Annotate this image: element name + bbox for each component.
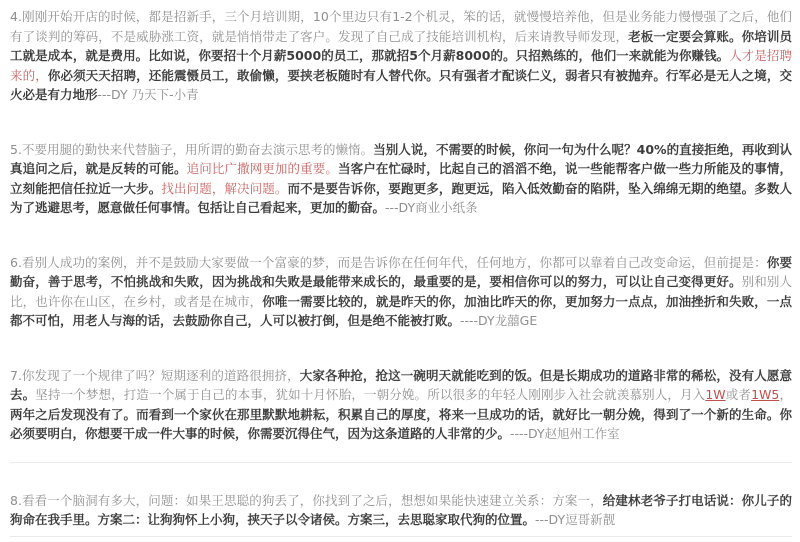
text-segment: ---DY逗哥新靓 bbox=[535, 512, 616, 527]
text-segment: ----DY赵旭州工作室 bbox=[510, 426, 620, 441]
text-segment: 你要勤奋，善于思考，不怕挑战和失败，因为挑战和失败是最能带来成长的，最重要的是，要相信你可以的努力，可以让自己变得更好。 bbox=[10, 254, 792, 289]
text-segment: 你必须天天招聘，还能震慑员工，敢偷懒，要挟老板随时有人替代你。只有强者才配谈仁义，弱者只有被抛弃。行军必是无人之境，交火必是有力地形 bbox=[10, 67, 792, 102]
text-segment: ----DY龙囍GE bbox=[460, 313, 538, 328]
highlighted-keyword-link[interactable]: 1W5 bbox=[751, 387, 780, 402]
text-segment: 别和别人比，也许你在山区，在乡村，或者是在城市， bbox=[10, 274, 792, 309]
text-segment: 7.你发现了一个规律了吗？短期逐利的道路很拥挤， bbox=[10, 367, 300, 383]
quote-item-7 bbox=[10, 366, 792, 444]
text-segment: 两年之后发现没有了。而看到一个家伙在那里默默地耕耘，积累自己的厚度，将来一旦成功的话，就好比一朝分娩，得到了一个新的生命。你必须要明白，你想要干成一件大事的时候，你需要沉得住气，因为这条道路的人非常的少。 bbox=[10, 406, 792, 441]
text-segment: 8.看看一个脑洞有多大，问题：如果王思聪的狗丢了，你找到了之后，想想如果能快速建立关系：方案一， bbox=[10, 492, 603, 508]
text-segment: 找出问题，解决问题。 bbox=[161, 180, 288, 196]
text-segment: 4.刚刚开始开店的时候，都是招新手，三个月培训期，10个里边只有1-2个机灵，笨的话，就慢慢培养他，但是业务能力慢慢强了之后，他们有了谈判的筹码，不是威胁涨工资，就是悄悄带走了客户。发现了自己成了技能培训机构，后来请教导师发现， bbox=[10, 9, 792, 44]
text-segment: 老板一定要会算账。你培训员工就是成本，就是费用。比如说，你要招十个月薪5000的员工，那就招5个月薪8000的。只招熟练的，他们一来就能为你赚钱。 bbox=[10, 28, 792, 63]
quote-item-4 bbox=[10, 7, 792, 105]
text-segment: 你唯一需要比较的，就是昨天的你，加油比昨天的你，更加努力一点点，加油挫折和失败，一点都不可怕，用老人与海的话，去鼓励你自己，人可以被打倒，但是绝不能被打败。 bbox=[10, 293, 792, 328]
text-segment: 追问比广撒网更加的重要。 bbox=[186, 161, 338, 176]
text-segment: ， bbox=[779, 387, 792, 402]
text-segment: ---DY商业小纸条 bbox=[385, 200, 478, 215]
highlighted-keyword-link[interactable]: 1W bbox=[705, 387, 726, 402]
text-segment: 大家各种抢，抢这一碗明天就能吃到的饭。但是长期成功的道路非常的稀松，没有人愿意去。 bbox=[10, 367, 792, 402]
text-segment: 给建林老爷子打电话说：你儿子的狗命在我手里。方案二：让狗狗怀上小狗，挟天子以令诸侯。方案三，去思聪家取代狗的位置。 bbox=[10, 492, 792, 527]
text-segment: 6.看别人成功的案例，并不是鼓励大家要做一个富豪的梦，而是告诉你在任何年代，任何地方，你都可以靠着自己改变命运，但前提是： bbox=[10, 254, 767, 270]
text-segment: ---DY 乃天下-小青 bbox=[97, 87, 199, 102]
section-divider bbox=[10, 462, 792, 463]
text-segment: 而不是要告诉你，要跑更多，跑更远，陷入低效勤奋的陷阱，坠入绵绵无期的绝望。多数人为了逃避思考，愿意做任何事情。包括让自己看起来，更加的勤奋。 bbox=[10, 180, 792, 215]
quote-item-6 bbox=[10, 253, 792, 331]
text-segment: 或者 bbox=[725, 387, 752, 402]
text-segment: 5.不要用腿的勤快来代替脑子，用所谓的勤奋去演示思考的懒惰。 bbox=[10, 141, 374, 157]
text-segment: 人才是招聘来的， bbox=[10, 48, 792, 83]
text-segment: 当别人说，不需要的时候，你问一句为什么呢？40%的直接拒绝，再收到认真追问之后，就是反转的可能。 bbox=[10, 141, 793, 176]
quote-item-8 bbox=[10, 491, 792, 530]
quote-item-5 bbox=[10, 140, 792, 218]
text-segment: 坚持一个梦想，打造一个属于自己的本事，犹如十月怀胎，一朝分娩。所以很多的年轻人刚刚步入社会就羡慕别人，月入 bbox=[35, 387, 706, 402]
text-segment: 当客户在忙碌时，比起自己的滔滔不绝，说一些能帮客户做一些力所能及的事情，立刻能把信任拉近一大步。 bbox=[10, 161, 792, 196]
section-divider bbox=[10, 536, 792, 537]
